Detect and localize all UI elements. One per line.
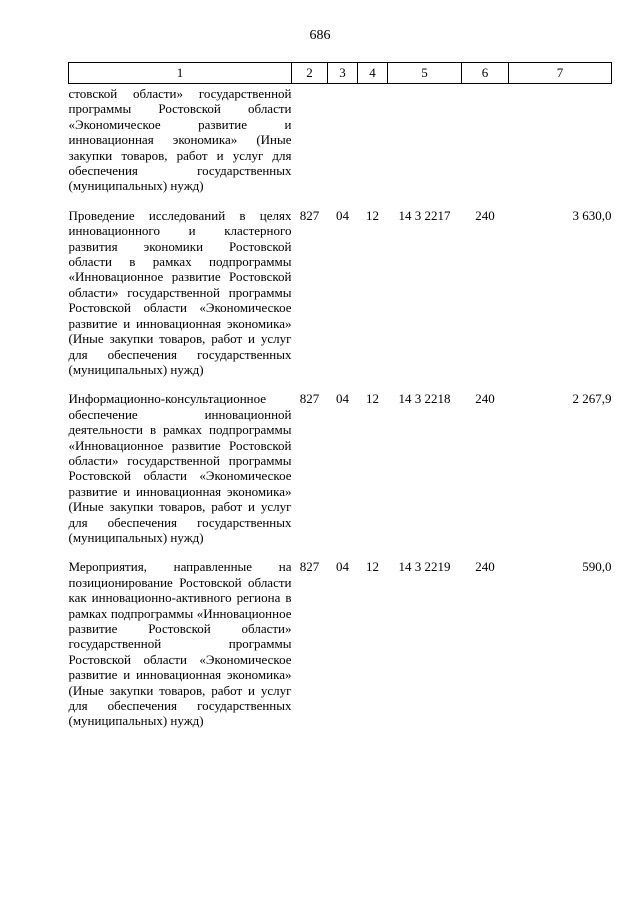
row-description: Информационно-консультационное обеспечение инновационной деятельности в рамках подпрограммы «Инновационное развитие Ростовской области» государственной программы Ростовской области «Экономическое развитие и инновационная экономика» (Иные закупки товаров, работ и услуг для обеспечения государственных (муниципальных) нужд)	[68, 391, 292, 545]
row-subsection-code: 12	[366, 559, 379, 575]
row-section-code: 04	[336, 559, 349, 575]
header-col-2: 2	[292, 63, 328, 84]
page-number: 686	[309, 28, 331, 43]
row-subsection-code	[358, 84, 388, 208]
row-expense-type: 240	[475, 559, 495, 575]
row-target-article: 14 3 2219	[398, 559, 451, 575]
row-description: Проведение исследований в целях инновационного и кластерного развития экономики Ростовской области в рамках подпрограммы «Инновационное развитие Ростовской области» государственной программы Ростовской области «Экономическое развитие и инновационная экономика» (Иные закупки товаров, работ и услуг для обеспечения государственных (муниципальных) нужд)	[68, 207, 292, 377]
header-col-5: 5	[388, 63, 462, 84]
row-section-code: 04	[336, 207, 349, 223]
row-ministry-code: 827	[299, 207, 320, 223]
row-description: Мероприятия, направленные на позиционирование Ростовской области как инновационно-активного региона в рамках подпрограммы «Инновационное развитие Ростовской области» государственной программы Ростовской области «Экономическое развитие и инновационная экономика» (Иные закупки товаров, работ и услуг для обеспечения государственных (муниципальных) нужд)	[68, 559, 292, 729]
row-subsection-code: 12	[366, 207, 379, 223]
table-row	[69, 208, 612, 391]
table-header-row	[69, 63, 612, 84]
row-amount: 590,0	[582, 559, 612, 575]
row-expense-type: 240	[475, 207, 495, 223]
row-section-code: 04	[336, 391, 349, 407]
header-col-4: 4	[358, 63, 388, 84]
row-target-article: 14 3 2217	[398, 207, 451, 223]
row-ministry-code: 827	[299, 559, 320, 575]
row-expense-type: 240	[475, 391, 495, 407]
row-amount	[509, 84, 612, 208]
budget-table	[68, 62, 612, 743]
header-col-3: 3	[328, 63, 358, 84]
row-ministry-code: 827	[299, 391, 320, 407]
row-target-article: 14 3 2218	[398, 391, 451, 407]
row-ministry-code	[292, 84, 328, 208]
row-expense-type	[462, 84, 509, 208]
row-amount: 2 267,9	[572, 391, 612, 407]
row-subsection-code: 12	[366, 391, 379, 407]
table-row	[69, 84, 612, 208]
row-amount: 3 630,0	[572, 207, 612, 223]
table-row	[69, 391, 612, 559]
row-target-article	[388, 84, 462, 208]
header-col-6: 6	[462, 63, 509, 84]
header-col-1: 1	[69, 63, 292, 84]
row-section-code	[328, 84, 358, 208]
row-description: стовской области» государственной программы Ростовской области «Экономическое развитие и инновационная экономика» (Иные закупки товаров, работ и услуг для обеспечения государственных (муниципальных) нужд)	[68, 86, 292, 194]
header-col-7: 7	[509, 63, 612, 84]
table-row	[69, 559, 612, 742]
